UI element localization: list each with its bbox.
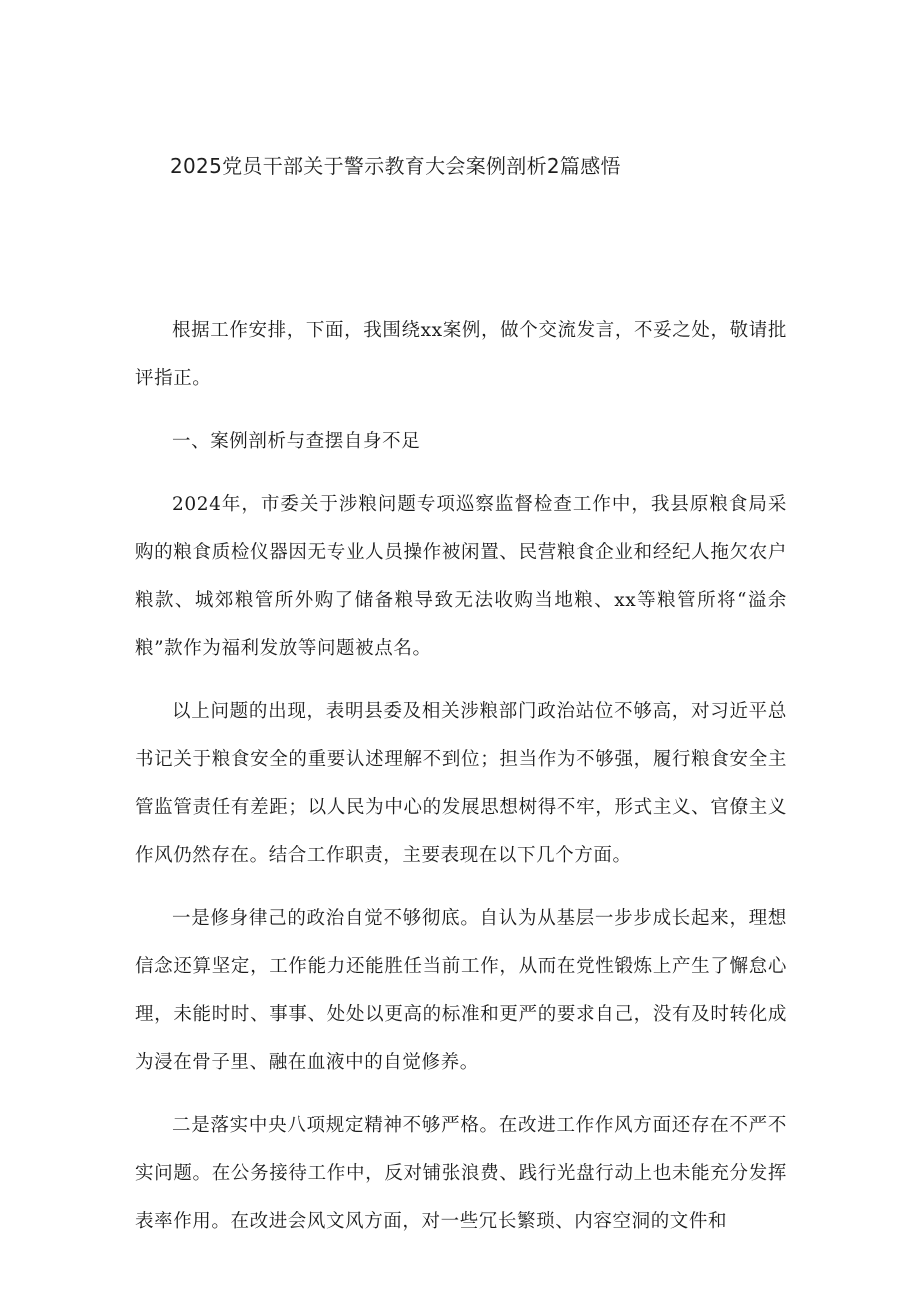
analysis-paragraph: 以上问题的出现，表明县委及相关涉粮部门政治站位不够高，对习近平总书记关于粮食安全的重要认述理解不到位；担当作为不够强，履行粮食安全主管监管责任有差距；以人民为中心的发展思想树得不牢，形式主义、官僚主义作风仍然存在。结合工作职责，主要表现在以下几个方面。 <box>135 701 787 866</box>
point-two-paragraph: 二是落实中央八项规定精神不够严格。在改进工作作风方面还存在不严不实问题。在公务接待工作中，反对铺张浪费、践行光盘行动上也未能充分发挥表率作用。在改进会风文风方面，对一些冗长繁琐、内容空洞的文件和 <box>135 1115 787 1232</box>
point-one-paragraph: 一是修身律己的政治自觉不够彻底。自认为从基层一步步成长起来，理想信念还算坚定，工作能力还能胜任当前工作，从而在党性锻炼上产生了懈怠心理，未能时时、事事、处处以更高的标准和更严的要求自己，没有及时转化成为浸在骨子里、融在血液中的自觉修养。 <box>135 908 787 1073</box>
document-body <box>135 307 787 1261</box>
case-paragraph: 2024年，市委关于涉粮问题专项巡察监督检查工作中，我县原粮食局采购的粮食质检仪器因无专业人员操作被闲置、民营粮食企业和经纪人拖欠农户粮款、城郊粮管所外购了储备粮导致无法收购当地粮、xx等粮管所将“溢余粮”款作为福利发放等问题被点名。 <box>135 494 787 659</box>
intro-paragraph: 根据工作安排，下面，我围绕xx案例，做个交流发言，不妥之处，敬请批评指正。 <box>135 320 787 389</box>
document-title: 2025党员干部关于警示教育大会案例剖析2篇感悟 <box>170 154 621 178</box>
section-heading: 一、案例剖析与查摆自身不足 <box>172 431 421 452</box>
